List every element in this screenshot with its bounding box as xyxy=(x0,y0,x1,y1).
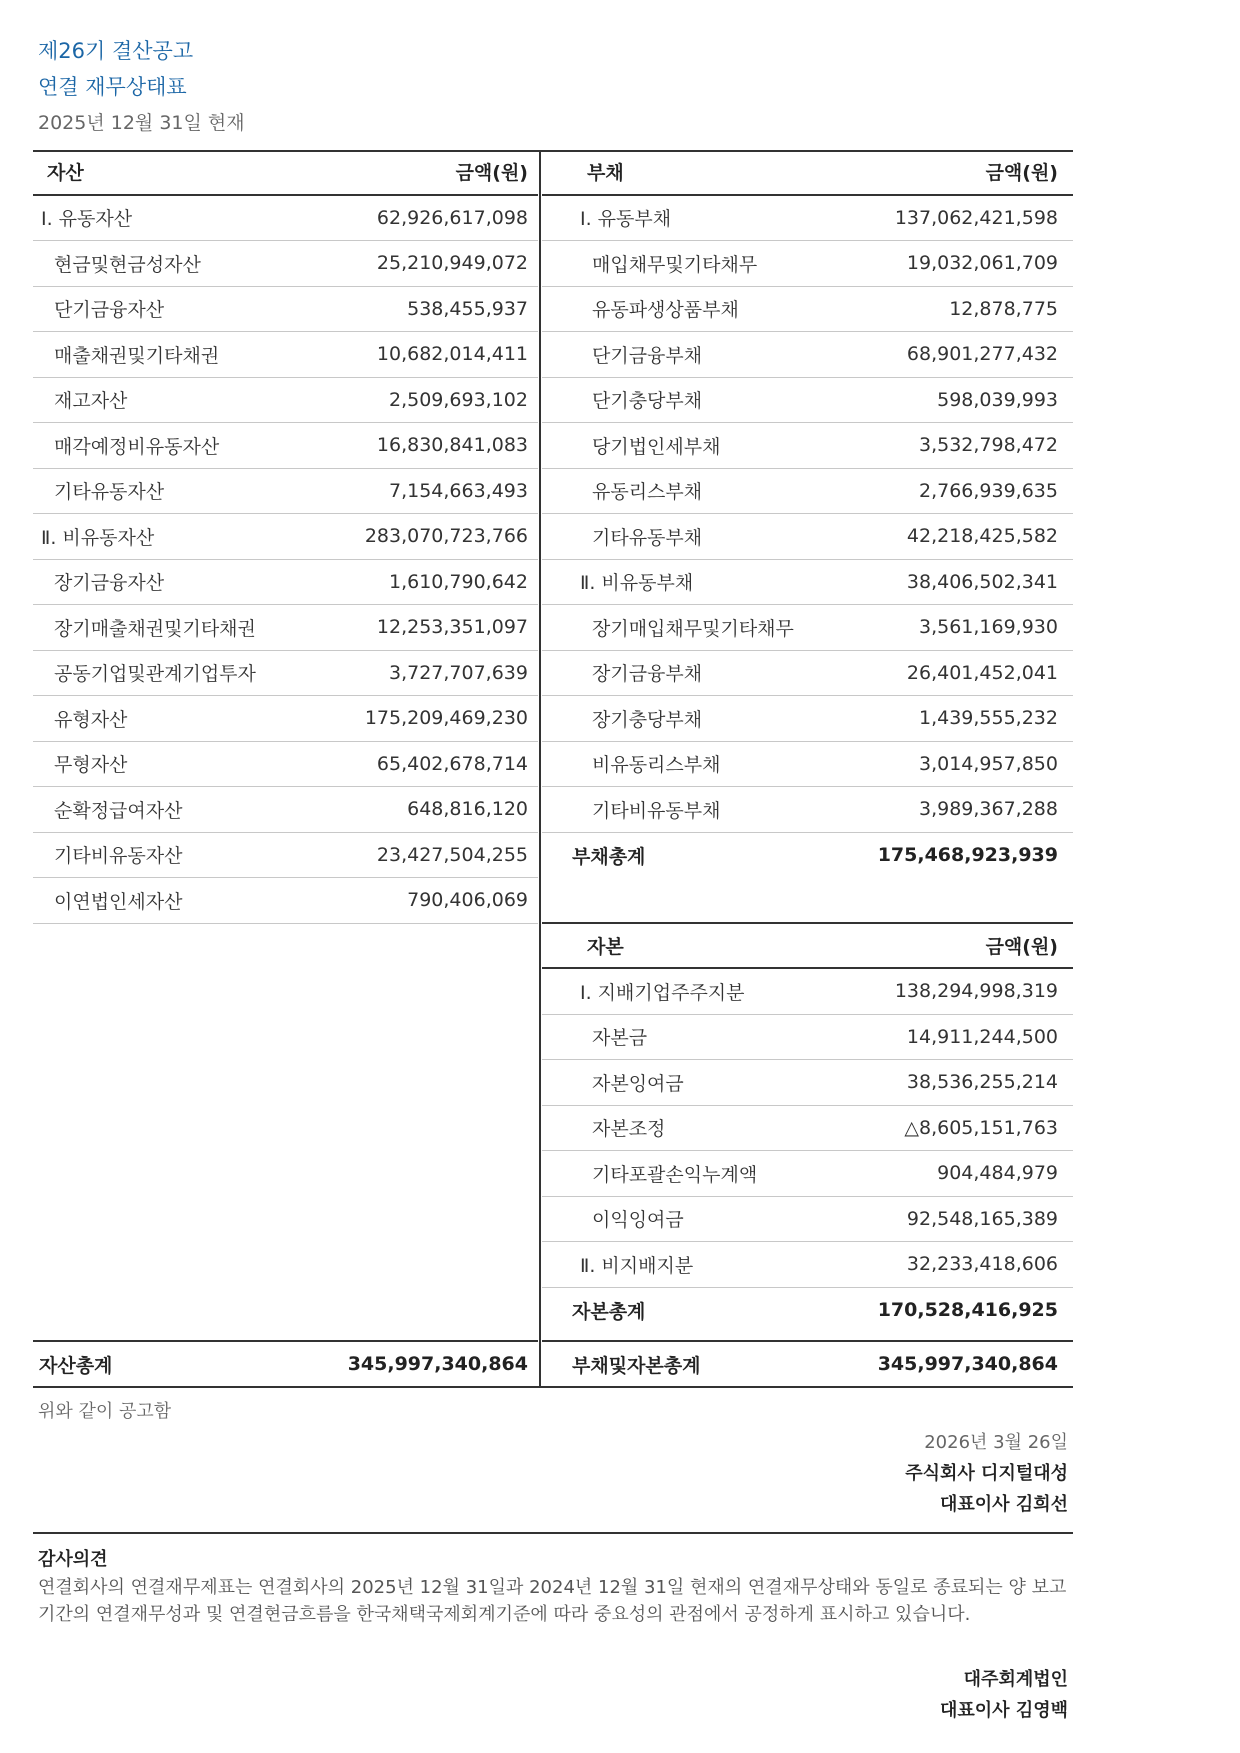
asset-row-label: Ⅱ. 비유동자산 xyxy=(41,526,155,549)
asset-row-amount: 3,727,707,639 xyxy=(388,661,528,684)
audit-firm-name: 대주회계법인 xyxy=(963,1669,1068,1690)
asset-row-amount: 12,253,351,097 xyxy=(376,616,528,639)
asset-row-label: 장기금융자산 xyxy=(54,572,165,595)
liability-row-label: 기타유동부채 xyxy=(592,526,703,549)
asset-row-label: 무형자산 xyxy=(54,754,128,777)
audit-divider xyxy=(33,1532,1073,1534)
grand-total-amount: 345,997,340,864 xyxy=(877,1353,1058,1375)
liability-row-label: 단기금융부채 xyxy=(592,344,703,367)
grand-total-label: 부채및자본총계 xyxy=(572,1354,701,1377)
asset-row xyxy=(33,605,538,651)
asset-row-label: 재고자산 xyxy=(54,390,128,413)
liability-row-label: 유동파생상품부채 xyxy=(592,299,739,322)
liability-row-label: 당기법인세부채 xyxy=(592,435,721,458)
equity-row xyxy=(542,1242,1073,1288)
grand-total-row xyxy=(542,1340,1073,1386)
equity-row-label: 기타포괄손익누계액 xyxy=(592,1163,758,1186)
asset-row-amount: 10,682,014,411 xyxy=(376,343,528,366)
asset-row-amount: 648,816,120 xyxy=(407,798,528,821)
liability-row-amount: 2,766,939,635 xyxy=(918,479,1058,502)
asset-row-label: 기타유동자산 xyxy=(54,481,165,504)
signature-company: 주식회사 디지털대성 xyxy=(905,1463,1068,1484)
equity-row-label: 자본조정 xyxy=(592,1118,666,1141)
asset-row-amount: 283,070,723,766 xyxy=(364,525,528,548)
asset-row xyxy=(33,196,538,242)
liability-row-amount: 42,218,425,582 xyxy=(906,525,1058,548)
asset-row-label: 매각예정비유동자산 xyxy=(54,435,220,458)
equity-total-row xyxy=(542,1288,1073,1334)
liability-row-amount: 3,532,798,472 xyxy=(918,434,1058,457)
equity-header-label: 자본 xyxy=(587,935,624,958)
asset-row xyxy=(33,514,538,560)
liability-row-amount: 598,039,993 xyxy=(937,388,1058,411)
asset-row-label: 공동기업및관계기업투자 xyxy=(54,663,256,686)
equity-row-label: 이익잉여금 xyxy=(592,1209,684,1232)
liabilities-total-amount: 175,468,923,939 xyxy=(877,844,1058,867)
liability-row xyxy=(542,787,1073,833)
liabilities-equity-column xyxy=(542,150,1073,1333)
equity-row xyxy=(542,1106,1073,1152)
audit-opinion-title: 감사의견 xyxy=(38,1549,108,1570)
equity-row xyxy=(542,1060,1073,1106)
equity-row-label: Ⅰ. 지배기업주주지분 xyxy=(580,981,745,1004)
liabilities-total-row xyxy=(542,833,1073,879)
liability-row xyxy=(542,560,1073,606)
liability-row xyxy=(542,469,1073,515)
liability-row xyxy=(542,742,1073,788)
assets-header-label: 자산 xyxy=(47,162,84,185)
equity-row-amount: 92,548,165,389 xyxy=(906,1207,1058,1230)
liability-row-amount: 26,401,452,041 xyxy=(906,661,1058,684)
asset-row xyxy=(33,378,538,424)
asset-row-label: Ⅰ. 유동자산 xyxy=(41,208,133,231)
liability-row-label: 장기매입채무및기타채무 xyxy=(592,617,794,640)
liabilities-total-label: 부채총계 xyxy=(572,845,646,868)
liability-row-label: 유동리스부채 xyxy=(592,481,703,504)
asset-row-amount: 2,509,693,102 xyxy=(388,388,528,411)
asset-row xyxy=(33,651,538,697)
signature-date: 2026년 3월 26일 xyxy=(924,1432,1068,1453)
equity-header-row xyxy=(542,924,1073,970)
asset-row-amount: 62,926,617,098 xyxy=(376,206,528,229)
liability-row xyxy=(542,287,1073,333)
asset-row-label: 단기금융자산 xyxy=(54,299,165,322)
liability-row-label: 비유동리스부채 xyxy=(592,754,721,777)
asset-row-amount: 23,427,504,255 xyxy=(376,843,528,866)
assets-rows xyxy=(33,196,538,924)
asset-row-label: 순확정급여자산 xyxy=(54,799,183,822)
assets-total-label: 자산총계 xyxy=(39,1354,113,1377)
equity-row-amount: 138,294,998,319 xyxy=(894,980,1058,1003)
asset-row xyxy=(33,332,538,378)
liability-row xyxy=(542,651,1073,697)
equity-row-amount: 32,233,418,606 xyxy=(906,1253,1058,1276)
liability-row-amount: 3,989,367,288 xyxy=(918,798,1058,821)
asset-row-amount: 175,209,469,230 xyxy=(364,707,528,730)
assets-column xyxy=(33,150,538,924)
equity-row-amount: 904,484,979 xyxy=(937,1162,1058,1185)
asset-row-amount: 7,154,663,493 xyxy=(388,479,528,502)
equity-row-label: Ⅱ. 비지배지분 xyxy=(580,1254,694,1277)
liability-row xyxy=(542,332,1073,378)
fiscal-period-title: 제26기 결산공고 xyxy=(38,39,194,63)
liability-row-amount: 12,878,775 xyxy=(949,297,1058,320)
liability-row-amount: 68,901,277,432 xyxy=(906,343,1058,366)
assets-total-row xyxy=(33,1340,538,1386)
liability-row-amount: 3,561,169,930 xyxy=(918,616,1058,639)
liability-row-label: Ⅱ. 비유동부채 xyxy=(580,572,694,595)
liabilities-rows xyxy=(542,196,1073,833)
column-divider xyxy=(539,150,541,1388)
equity-row-label: 자본금 xyxy=(592,1027,648,1050)
liability-row-label: 매입채무및기타채무 xyxy=(592,253,758,276)
balance-sheet-table xyxy=(33,150,1073,1388)
audit-firm-ceo: 대표이사 김영백 xyxy=(940,1700,1068,1721)
liability-row-label: 단기충당부채 xyxy=(592,390,703,413)
table-bottom-rule xyxy=(33,1386,1073,1388)
liability-row-amount: 3,014,957,850 xyxy=(918,752,1058,775)
notice-header xyxy=(38,33,245,141)
liability-row-label: 기타비유동부채 xyxy=(592,799,721,822)
asset-row xyxy=(33,742,538,788)
signature-ceo: 대표이사 김희선 xyxy=(940,1494,1068,1515)
liability-row xyxy=(542,514,1073,560)
liability-row-amount: 137,062,421,598 xyxy=(894,206,1058,229)
asset-row-label: 기타비유동자산 xyxy=(54,845,183,868)
asset-row xyxy=(33,287,538,333)
liabilities-header-row xyxy=(542,150,1073,196)
asset-row xyxy=(33,696,538,742)
asset-row-amount: 25,210,949,072 xyxy=(376,252,528,275)
audit-opinion-text: 연결회사의 연결재무제표는 연결회사의 2025년 12월 31일과 2024년 12월 31일 현재의 연결재무상태와 동일로 종료되는 양 보고기간의 연결재무성과 및 연결현금흐름을 한국채택국제회계기준에 따라 중요성의 관점에서 공정하게 표시하고 있습니다. xyxy=(38,1577,1067,1625)
liability-row-amount: 38,406,502,341 xyxy=(906,570,1058,593)
asset-row xyxy=(33,469,538,515)
liability-row xyxy=(542,605,1073,651)
asset-row xyxy=(33,878,538,924)
liability-row xyxy=(542,696,1073,742)
equity-total-amount: 170,528,416,925 xyxy=(877,1299,1058,1322)
asset-row-label: 이연법인세자산 xyxy=(54,890,183,913)
equity-row-amount: 14,911,244,500 xyxy=(906,1025,1058,1048)
asset-row-label: 매출채권및기타채권 xyxy=(54,344,220,367)
assets-total-amount: 345,997,340,864 xyxy=(347,1353,528,1375)
asset-row-amount: 65,402,678,714 xyxy=(376,752,528,775)
equity-row-amount: 38,536,255,214 xyxy=(906,1071,1058,1094)
equity-total-label: 자본총계 xyxy=(572,1300,646,1323)
equity-row xyxy=(542,1197,1073,1243)
asset-row xyxy=(33,241,538,287)
equity-header-amount: 금액(원) xyxy=(985,935,1058,958)
asset-row-amount: 790,406,069 xyxy=(407,889,528,912)
liabilities-header-label: 부채 xyxy=(587,162,624,185)
equity-spacer xyxy=(542,878,1073,924)
asset-row-label: 현금및현금성자산 xyxy=(54,253,201,276)
statement-title: 연결 재무상태표 xyxy=(38,75,187,99)
liability-row xyxy=(542,196,1073,242)
equity-row xyxy=(542,969,1073,1015)
liability-row xyxy=(542,378,1073,424)
liability-row-label: 장기충당부채 xyxy=(592,708,703,731)
notice-statement: 위와 같이 공고함 xyxy=(38,1401,172,1422)
asset-row-amount: 16,830,841,083 xyxy=(376,434,528,457)
equity-rows xyxy=(542,969,1073,1288)
asset-row-label: 장기매출채권및기타채권 xyxy=(54,617,256,640)
liability-row xyxy=(542,423,1073,469)
equity-row-amount: △8,605,151,763 xyxy=(904,1116,1058,1139)
assets-header-amount: 금액(원) xyxy=(455,162,528,185)
liabilities-header-amount: 금액(원) xyxy=(985,162,1058,185)
statement-date: 2025년 12월 31일 현재 xyxy=(38,112,245,134)
equity-row xyxy=(542,1015,1073,1061)
equity-row xyxy=(542,1151,1073,1197)
asset-row-amount: 1,610,790,642 xyxy=(388,570,528,593)
assets-header-row xyxy=(33,150,538,196)
liability-row-amount: 1,439,555,232 xyxy=(918,707,1058,730)
asset-row xyxy=(33,833,538,879)
liability-row-label: Ⅰ. 유동부채 xyxy=(580,208,672,231)
liability-row-amount: 19,032,061,709 xyxy=(906,252,1058,275)
asset-row xyxy=(33,787,538,833)
asset-row xyxy=(33,423,538,469)
asset-row-amount: 538,455,937 xyxy=(407,297,528,320)
liability-row-label: 장기금융부채 xyxy=(592,663,703,686)
equity-row-label: 자본잉여금 xyxy=(592,1072,684,1095)
asset-row xyxy=(33,560,538,606)
liability-row xyxy=(542,241,1073,287)
asset-row-label: 유형자산 xyxy=(54,708,128,731)
